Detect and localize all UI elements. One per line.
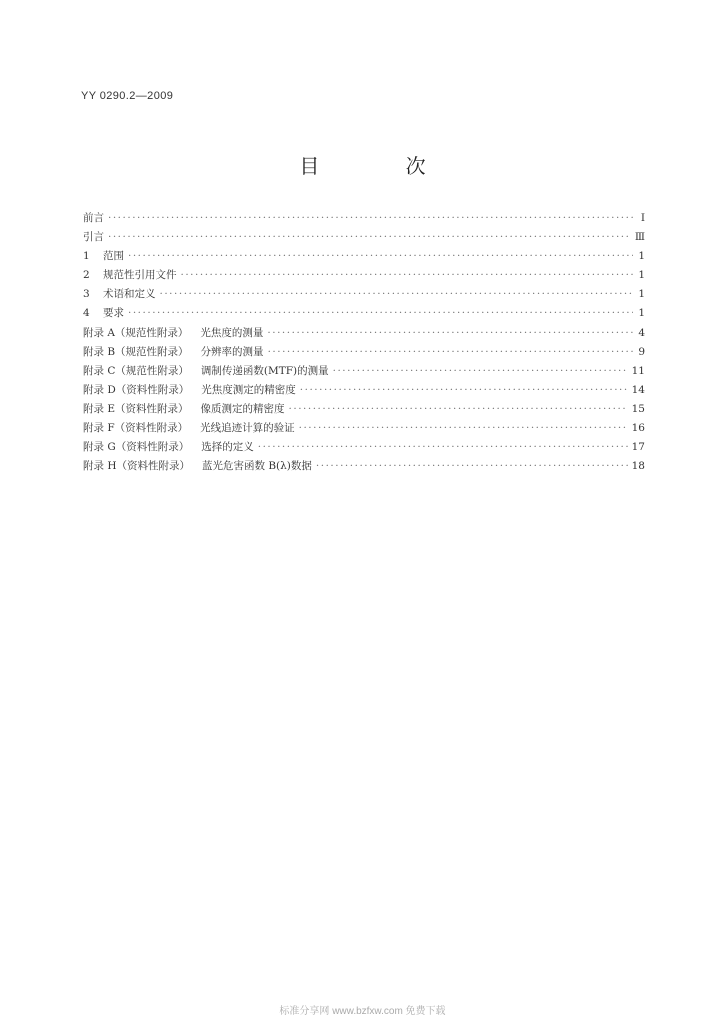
toc-entry-number: 1	[83, 250, 90, 263]
toc-entry-page-number: 1	[638, 288, 645, 301]
dot-leader	[268, 346, 633, 358]
dot-leader	[181, 269, 634, 281]
toc-entry-label: 选择的定义	[201, 441, 254, 454]
toc-entry-annex-prefix: 附录 C（规范性附录）	[83, 364, 189, 377]
toc-entry[interactable]	[83, 439, 645, 458]
toc-entry-title	[83, 382, 296, 397]
footer-watermark: 标准分享网 www.bzfxw.com 免费下载	[279, 1006, 446, 1017]
toc-entry-label: 光焦度测定的精密度	[201, 383, 296, 396]
toc-entry-label: 分辨率的测量	[200, 345, 264, 358]
toc-entry[interactable]	[83, 363, 645, 382]
toc-entry-annex-prefix: 附录 D（资料性附录）	[83, 383, 190, 396]
toc-entry-title	[83, 229, 104, 244]
toc-entry[interactable]	[83, 305, 645, 324]
toc-entry-annex-prefix: 附录 A（规范性附录）	[83, 326, 189, 339]
toc-entry[interactable]	[83, 267, 645, 286]
toc-entry-title	[83, 439, 254, 454]
toc-entry-title	[83, 325, 263, 340]
document-code: YY 0290.2—2009	[81, 90, 174, 102]
toc-entry-page-number: 1	[638, 250, 645, 263]
toc-entry-page-number: 1	[638, 307, 645, 320]
toc-entry-page-number: Ⅰ	[640, 212, 645, 224]
page-title: 目 次	[299, 154, 466, 178]
toc-entry[interactable]	[83, 229, 645, 248]
toc-entry-title	[83, 210, 104, 225]
toc-entry-label: 光线追迹计算的验证	[200, 422, 295, 435]
table-of-contents	[83, 210, 645, 477]
toc-entry-page-number: 14	[631, 383, 645, 396]
dot-leader	[289, 403, 628, 415]
toc-entry-title	[83, 286, 156, 301]
toc-entry[interactable]	[83, 210, 645, 229]
dot-leader	[258, 441, 628, 453]
toc-entry-title	[83, 363, 329, 378]
toc-entry-title	[83, 248, 124, 263]
dot-leader	[108, 212, 633, 224]
dot-leader	[267, 327, 633, 339]
dot-leader	[316, 460, 628, 472]
dot-leader	[108, 231, 631, 243]
toc-entry-page-number: Ⅲ	[634, 231, 645, 244]
toc-entry-label: 术语和定义	[103, 288, 156, 301]
dot-leader	[299, 422, 628, 434]
toc-entry-annex-prefix: 附录 G（资料性附录）	[83, 441, 190, 454]
toc-entry-page-number: 1	[638, 269, 645, 282]
toc-entry[interactable]	[83, 401, 645, 420]
toc-entry[interactable]	[83, 248, 645, 267]
toc-entry-label: 前言	[83, 212, 104, 224]
toc-entry-annex-prefix: 附录 H（资料性附录）	[83, 460, 190, 473]
toc-entry-number: 4	[83, 307, 90, 320]
toc-entry-number: 2	[83, 269, 90, 282]
dot-leader	[128, 307, 633, 319]
toc-entry[interactable]	[83, 382, 645, 401]
toc-entry-title	[83, 458, 312, 473]
toc-entry[interactable]	[83, 325, 645, 344]
toc-entry-title	[83, 267, 177, 282]
toc-entry-page-number: 17	[631, 441, 645, 454]
toc-entry-label: 像质测定的精密度	[200, 402, 285, 415]
toc-entry-page-number: 9	[638, 345, 645, 358]
toc-entry-annex-prefix: 附录 E（资料性附录）	[83, 402, 189, 415]
toc-entry-label: 引言	[83, 231, 104, 244]
toc-entry-number: 3	[83, 288, 90, 301]
toc-entry-label: 调制传递函数(MTF)的测量	[200, 364, 329, 377]
toc-entry-page-number: 15	[631, 402, 645, 415]
toc-entry-label: 蓝光危害函数 B(λ)数据	[202, 460, 312, 473]
toc-entry-page-number: 18	[631, 460, 645, 473]
dot-leader	[300, 384, 628, 396]
toc-entry-label: 要求	[103, 307, 124, 320]
toc-entry[interactable]	[83, 458, 645, 477]
toc-entry-label: 规范性引用文件	[103, 269, 177, 282]
toc-entry[interactable]	[83, 344, 645, 363]
toc-entry-page-number: 4	[638, 326, 645, 339]
toc-entry-title	[83, 305, 124, 320]
dot-leader	[333, 365, 628, 377]
toc-entry-label: 光焦度的测量	[200, 326, 264, 339]
dot-leader	[128, 250, 633, 262]
toc-entry[interactable]	[83, 286, 645, 305]
toc-entry[interactable]	[83, 420, 645, 439]
toc-entry-label: 范围	[103, 250, 124, 263]
toc-entry-title	[83, 344, 264, 359]
dot-leader	[160, 288, 634, 300]
toc-entry-title	[83, 401, 285, 416]
toc-entry-annex-prefix: 附录 F（资料性附录）	[83, 422, 189, 435]
toc-entry-page-number: 16	[631, 422, 645, 435]
toc-entry-title	[83, 420, 295, 435]
toc-entry-page-number: 11	[631, 364, 645, 377]
toc-entry-annex-prefix: 附录 B（规范性附录）	[83, 345, 189, 358]
